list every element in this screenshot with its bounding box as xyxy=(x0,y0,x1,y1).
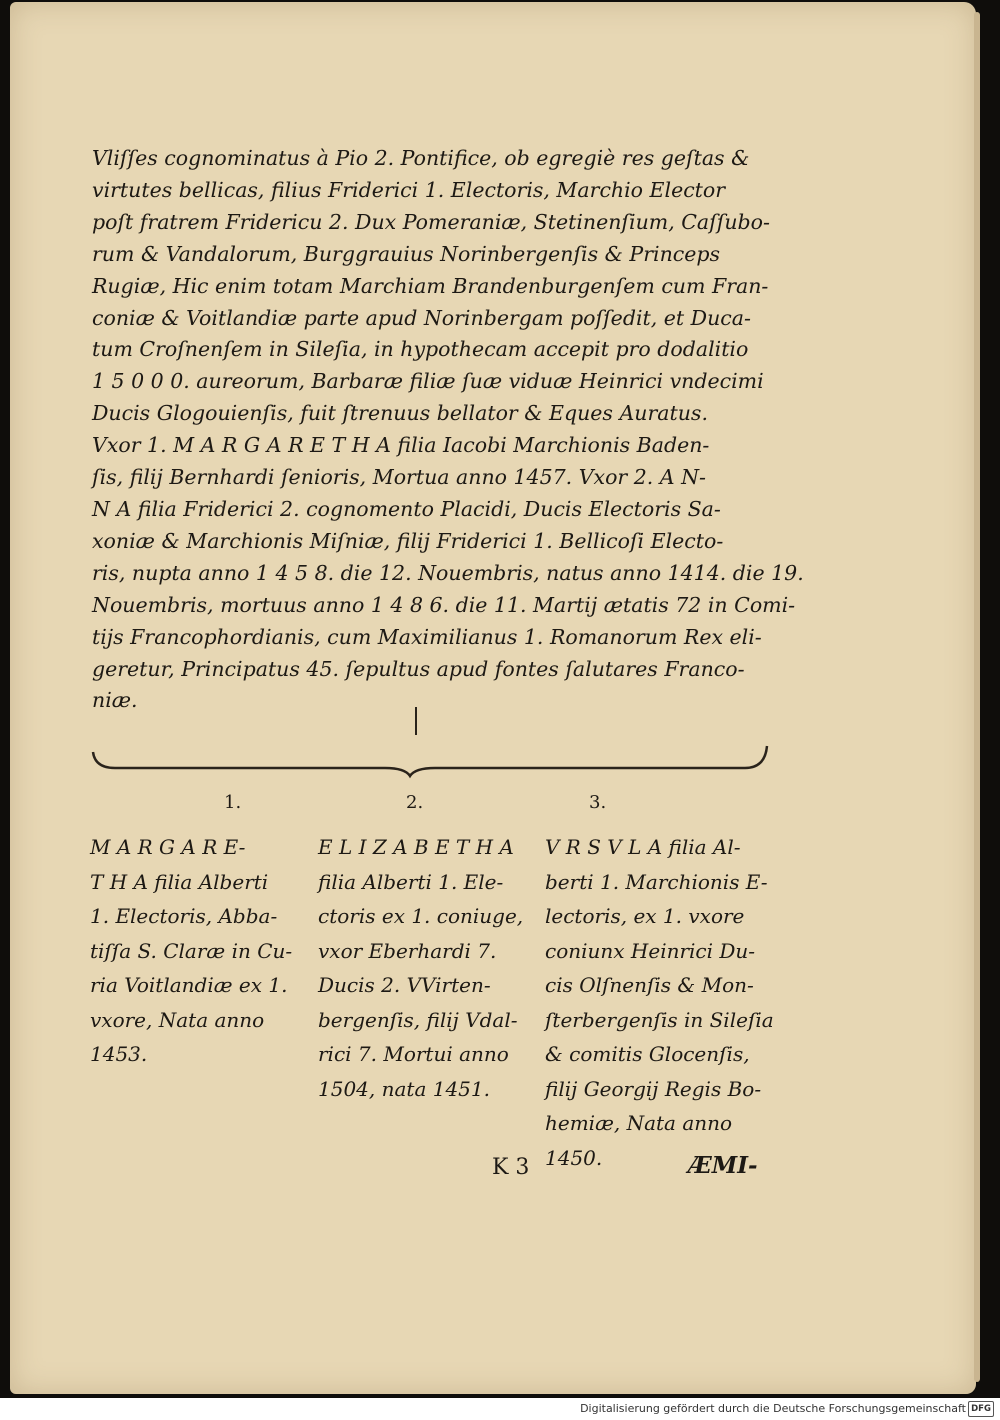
funding-notice: Digitalisierung gefördert durch die Deutsche Forschungsgemeinschaft xyxy=(580,1402,966,1415)
entry-line: V R S V L A filia Al- xyxy=(545,835,741,859)
text-line: tijs Francophordianis, cum Maximilianus 1. Romanorum Rex eli- xyxy=(92,624,762,649)
entry-line: vxore, Nata anno xyxy=(90,1007,265,1032)
descent-line xyxy=(415,707,417,735)
text-line: Nouembris, mortuus anno 1 4 8 6. die 11. Martij ætatis 72 in Comi- xyxy=(92,592,796,617)
child-number: 2. xyxy=(406,792,424,813)
entry-line: filia Alberti 1. Ele- xyxy=(318,869,504,894)
entry-line: bergenſis, filij Vdal- xyxy=(318,1007,518,1032)
child-entry-margaretha xyxy=(90,830,292,1072)
text-line: ſis, filij Bernhardi ſenioris, Mortua anno 1457. Vxor 2. A N- xyxy=(92,465,706,490)
page-edge xyxy=(974,12,980,1382)
text-line: geretur, Principatus 45. ſepultus apud fontes ſalutares Franco- xyxy=(92,656,745,681)
footer-bar xyxy=(0,1398,1000,1420)
text-line: tum Croſnenſem in Sileſia, in hypothecam accepit pro dodalitio xyxy=(92,337,749,362)
children-brace xyxy=(85,740,775,780)
entry-line: Ducis 2. VVirten- xyxy=(318,973,491,997)
signature-mark: K 3 xyxy=(492,1155,530,1180)
text-line: poſt fratrem Fridericu 2. Dux Pomeraniæ, Stetinenſium, Caſſubo- xyxy=(92,209,770,234)
entry-line: filij Georgij Regis Bo- xyxy=(545,1076,762,1101)
entry-line: 1453. xyxy=(90,1042,148,1066)
entry-line: coniunx Heinrici Du- xyxy=(545,938,756,963)
entry-line: 1504, nata 1451. xyxy=(318,1076,490,1101)
entry-line: ctoris ex 1. coniuge, xyxy=(318,904,524,928)
dfg-logo: DFG xyxy=(968,1401,994,1417)
child-entry-elizabetha xyxy=(318,830,523,1106)
entry-line: 1. Electoris, Abba- xyxy=(90,904,278,928)
text-line: Rugiæ, Hic enim totam Marchiam Brandenburgenſem cum Fran- xyxy=(92,273,769,298)
entry-line: ſterbergenſis in Sileſia xyxy=(545,1007,774,1032)
child-number: 3. xyxy=(589,792,607,813)
text-line: Ducis Glogouienſis, fuit ſtrenuus bellator & Eques Auratus. xyxy=(92,401,708,426)
entry-line: E L I Z A B E T H A xyxy=(318,835,514,859)
text-line: 1 5 0 0 0. aureorum, Barbaræ filiæ ſuæ viduæ Heinrici vndecimi xyxy=(92,369,764,394)
text-line: Vliſſes cognominatus à Pio 2. Pontifice, ob egregiè res geſtas & xyxy=(92,146,750,170)
text-line: N A filia Friderici 2. cognomento Placidi, Ducis Electoris Sa- xyxy=(92,496,721,521)
text-line: niæ. xyxy=(92,688,138,713)
text-line: virtutes bellicas, filius Friderici 1. Electoris, Marchio Elector xyxy=(92,177,726,202)
entry-line: vxor Eberhardi 7. xyxy=(318,938,497,963)
text-line: ris, nupta anno 1 4 5 8. die 12. Nouembris, natus anno 1414. die 19. xyxy=(92,560,804,585)
text-line: rum & Vandalorum, Burggrauius Norinbergenſis & Princeps xyxy=(92,241,721,266)
text-line: Vxor 1. M A R G A R E T H A filia Iacobi Marchionis Baden- xyxy=(92,433,710,458)
child-entry-ursula xyxy=(545,830,774,1175)
entry-line: hemiæ, Nata anno xyxy=(545,1111,733,1135)
child-number: 1. xyxy=(224,792,242,813)
entry-line: M A R G A R E- xyxy=(90,835,246,859)
genealogy-main-text xyxy=(92,143,804,717)
entry-line: T H A filia Alberti xyxy=(90,869,269,894)
text-line: xoniæ & Marchionis Miſniæ, filij Friderici 1. Bellicoſi Electo- xyxy=(92,528,724,553)
catchword: ÆMI- xyxy=(688,1152,758,1179)
entry-line: ria Voitlandiæ ex 1. xyxy=(90,973,288,997)
entry-line: 1450. xyxy=(545,1145,603,1170)
entry-line: lectoris, ex 1. vxore xyxy=(545,904,745,928)
entry-line: berti 1. Marchionis E- xyxy=(545,869,768,894)
entry-line: rici 7. Mortui anno xyxy=(318,1042,509,1066)
entry-line: & comitis Glocenſis, xyxy=(545,1042,750,1066)
entry-line: cis Olſnenſis & Mon- xyxy=(545,973,754,997)
entry-line: tiſſa S. Claræ in Cu- xyxy=(90,938,293,963)
text-line: coniæ & Voitlandiæ parte apud Norinbergam poſſedit, et Duca- xyxy=(92,305,751,330)
